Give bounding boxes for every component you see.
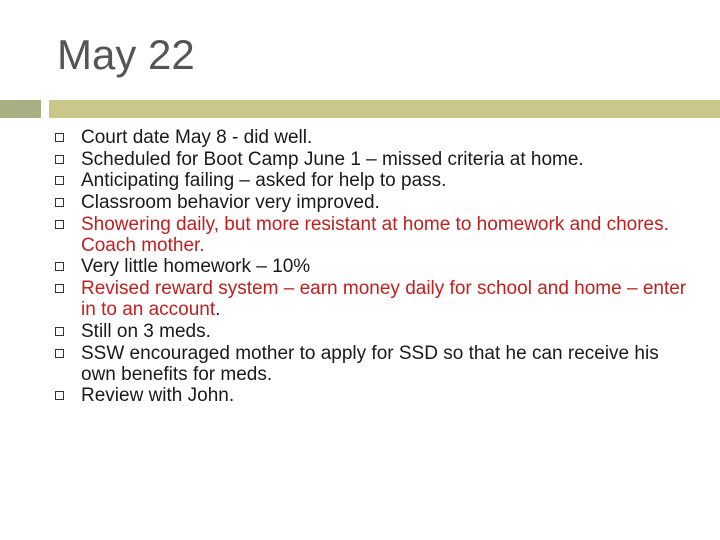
bullet-list [52, 127, 692, 407]
bullet-text: Court date May 8 - did well. [81, 127, 313, 148]
bullet-item [52, 256, 692, 277]
square-bullet-icon [55, 284, 64, 293]
bullet-text: Anticipating failing – asked for help to pass. [81, 170, 447, 192]
bullet-text: Still on 3 meds. [81, 320, 211, 342]
square-bullet-icon [55, 327, 64, 336]
square-bullet-icon [55, 349, 64, 358]
bullet-item [52, 127, 692, 148]
bullet-text: Very little homework – 10% [81, 256, 311, 278]
bullet-item [52, 385, 692, 406]
accent-bar-left [0, 100, 41, 118]
bullet-text: Scheduled for Boot Camp June 1 – missed criteria at home. [81, 148, 584, 170]
square-bullet-icon [55, 391, 64, 400]
square-bullet-icon [55, 198, 64, 207]
bullet-item [52, 192, 692, 213]
bullet-item [52, 343, 692, 385]
bullet-item [52, 321, 692, 342]
bullet-item [52, 214, 692, 256]
slide-title: May 22 [57, 31, 195, 78]
bullet-item [52, 149, 692, 170]
square-bullet-icon [55, 155, 64, 164]
accent-bar-right [49, 100, 720, 118]
square-bullet-icon [55, 220, 64, 229]
bullet-text: Classroom behavior very improved. [81, 192, 380, 214]
bullet-item [52, 170, 692, 191]
square-bullet-icon [55, 133, 64, 142]
square-bullet-icon [55, 262, 64, 271]
bullet-item [52, 278, 692, 320]
bullet-text: Revised reward system – earn money daily for school and home – enter in to an account [81, 278, 687, 321]
bullet-text: SSW encouraged mother to apply for SSD so that he can receive his own benefits for meds. [81, 342, 659, 385]
bullet-text-suffix: . [215, 299, 221, 321]
bullet-text: Review with John. [81, 385, 235, 407]
square-bullet-icon [55, 176, 64, 185]
bullet-text: Showering daily, but more resistant at home to homework and chores. Coach mother. [81, 213, 669, 256]
